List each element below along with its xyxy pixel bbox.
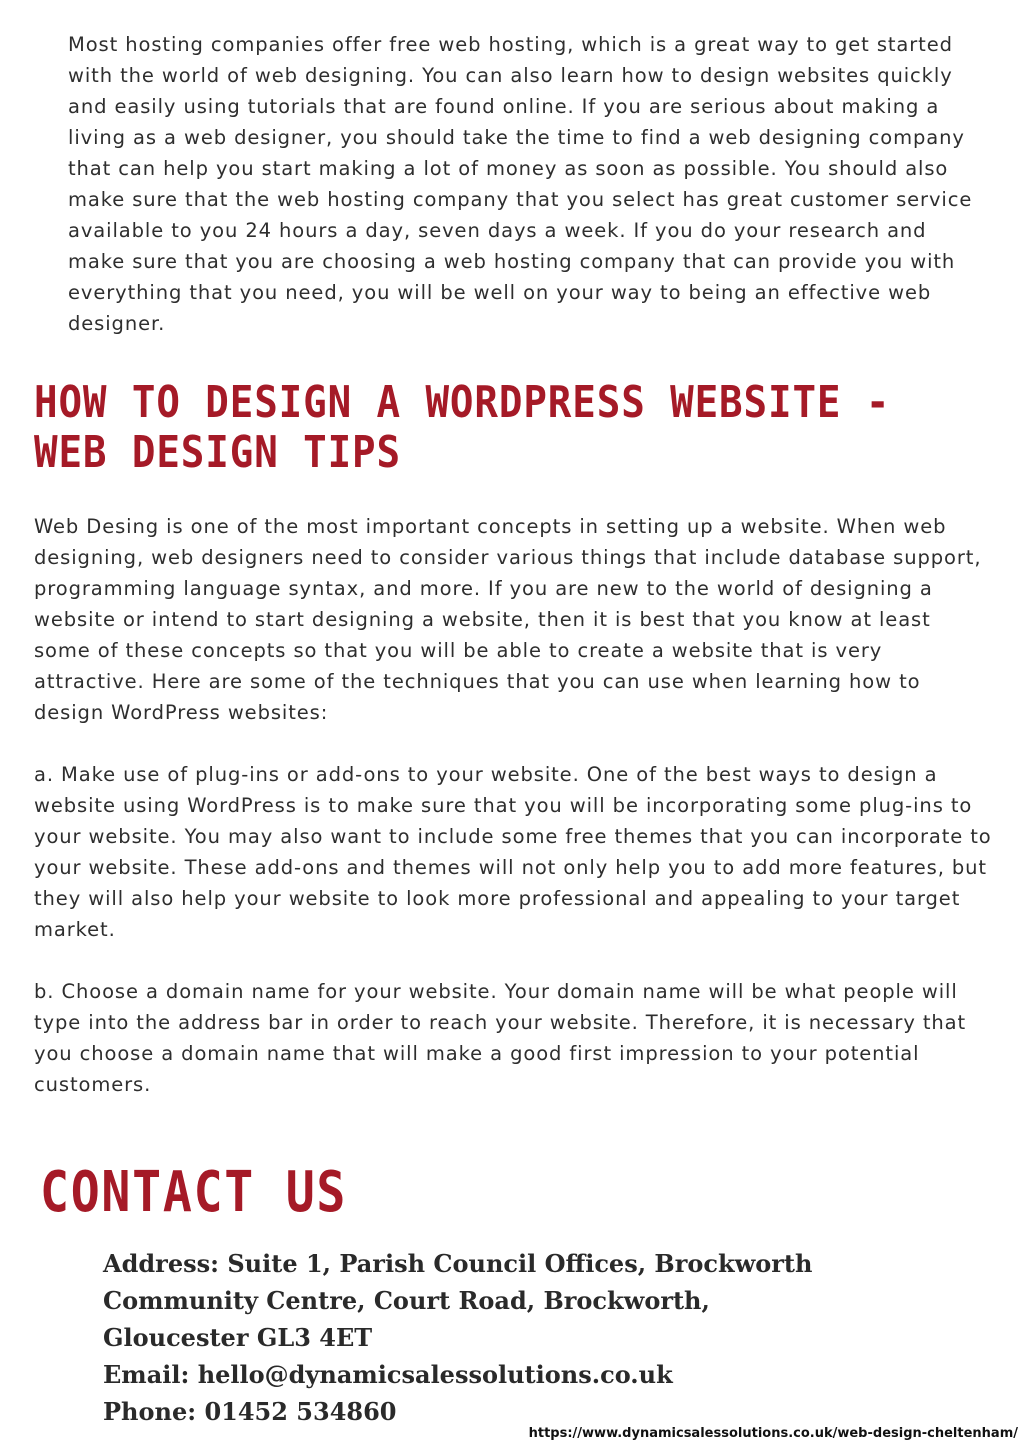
contact-address-line-3: Gloucester GL3 4ET bbox=[103, 1323, 373, 1352]
contact-phone[interactable]: Phone: 01452 534860 bbox=[103, 1397, 397, 1426]
wordpress-intro-paragraph: Web Desing is one of the most important concepts in setting up a website. When web designing, web designers need to consider various things that include database support, programming language syntax, and more. If you are new to the world of designing a website or intend to start designing a website, then it is best that you know at least some of these concepts so that you will be able to create a website that is very attractive. Here are some of the techniques that you can use when learning how to design WordPress websites: bbox=[34, 515, 982, 724]
contact-address-line-1: Address: Suite 1, Parish Council Offices, Brockworth bbox=[103, 1249, 813, 1278]
contact-address-line-2: Community Centre, Court Road, Brockworth, bbox=[103, 1286, 710, 1315]
wordpress-tip-plugins-paragraph: a. Make use of plug-ins or add-ons to your website. One of the best ways to design a website using WordPress is to make sure that you will be incorporating some plug-ins to your website. You may also want to include some free themes that you can incorporate to your website. These add-ons and themes will not only help you to add more features, but they will also help your website to look more professional and appealing to your target market. bbox=[34, 763, 992, 941]
footer-website-link[interactable]: https://www.dynamicsalessolutions.co.uk/web-design-cheltenham/ bbox=[528, 1426, 1018, 1441]
wordpress-section-heading: HOW TO DESIGN A WORDPRESS WEBSITE - WEB DESIGN TIPS bbox=[34, 377, 891, 478]
wordpress-tip-domain-paragraph: b. Choose a domain name for your website. Your domain name will be what people will type into the address bar in order to reach your website. Therefore, it is necessary that you choose a domain name that will make a good first impression to your potential customers. bbox=[34, 980, 967, 1096]
intro-paragraph: Most hosting companies offer free web hosting, which is a great way to get started with the world of web designing. You can also learn how to design websites quickly and easily using tutorials that are found online. If you are serious about making a living as a web designer, you should take the time to find a web designing company that can help you start making a lot of money as soon as possible. You should also make sure that the web hosting company that you select has great customer service available to you 24 hours a day, seven days a week. If you do your research and make sure that you are choosing a web hosting company that can provide you with everything that you need, you will be well on your way to being an effective web designer. bbox=[68, 33, 973, 335]
contact-email[interactable]: Email: hello@dynamicsalessolutions.co.uk bbox=[103, 1360, 673, 1389]
contact-details bbox=[103, 1245, 823, 1430]
contact-heading: CONTACT US bbox=[40, 1160, 348, 1225]
